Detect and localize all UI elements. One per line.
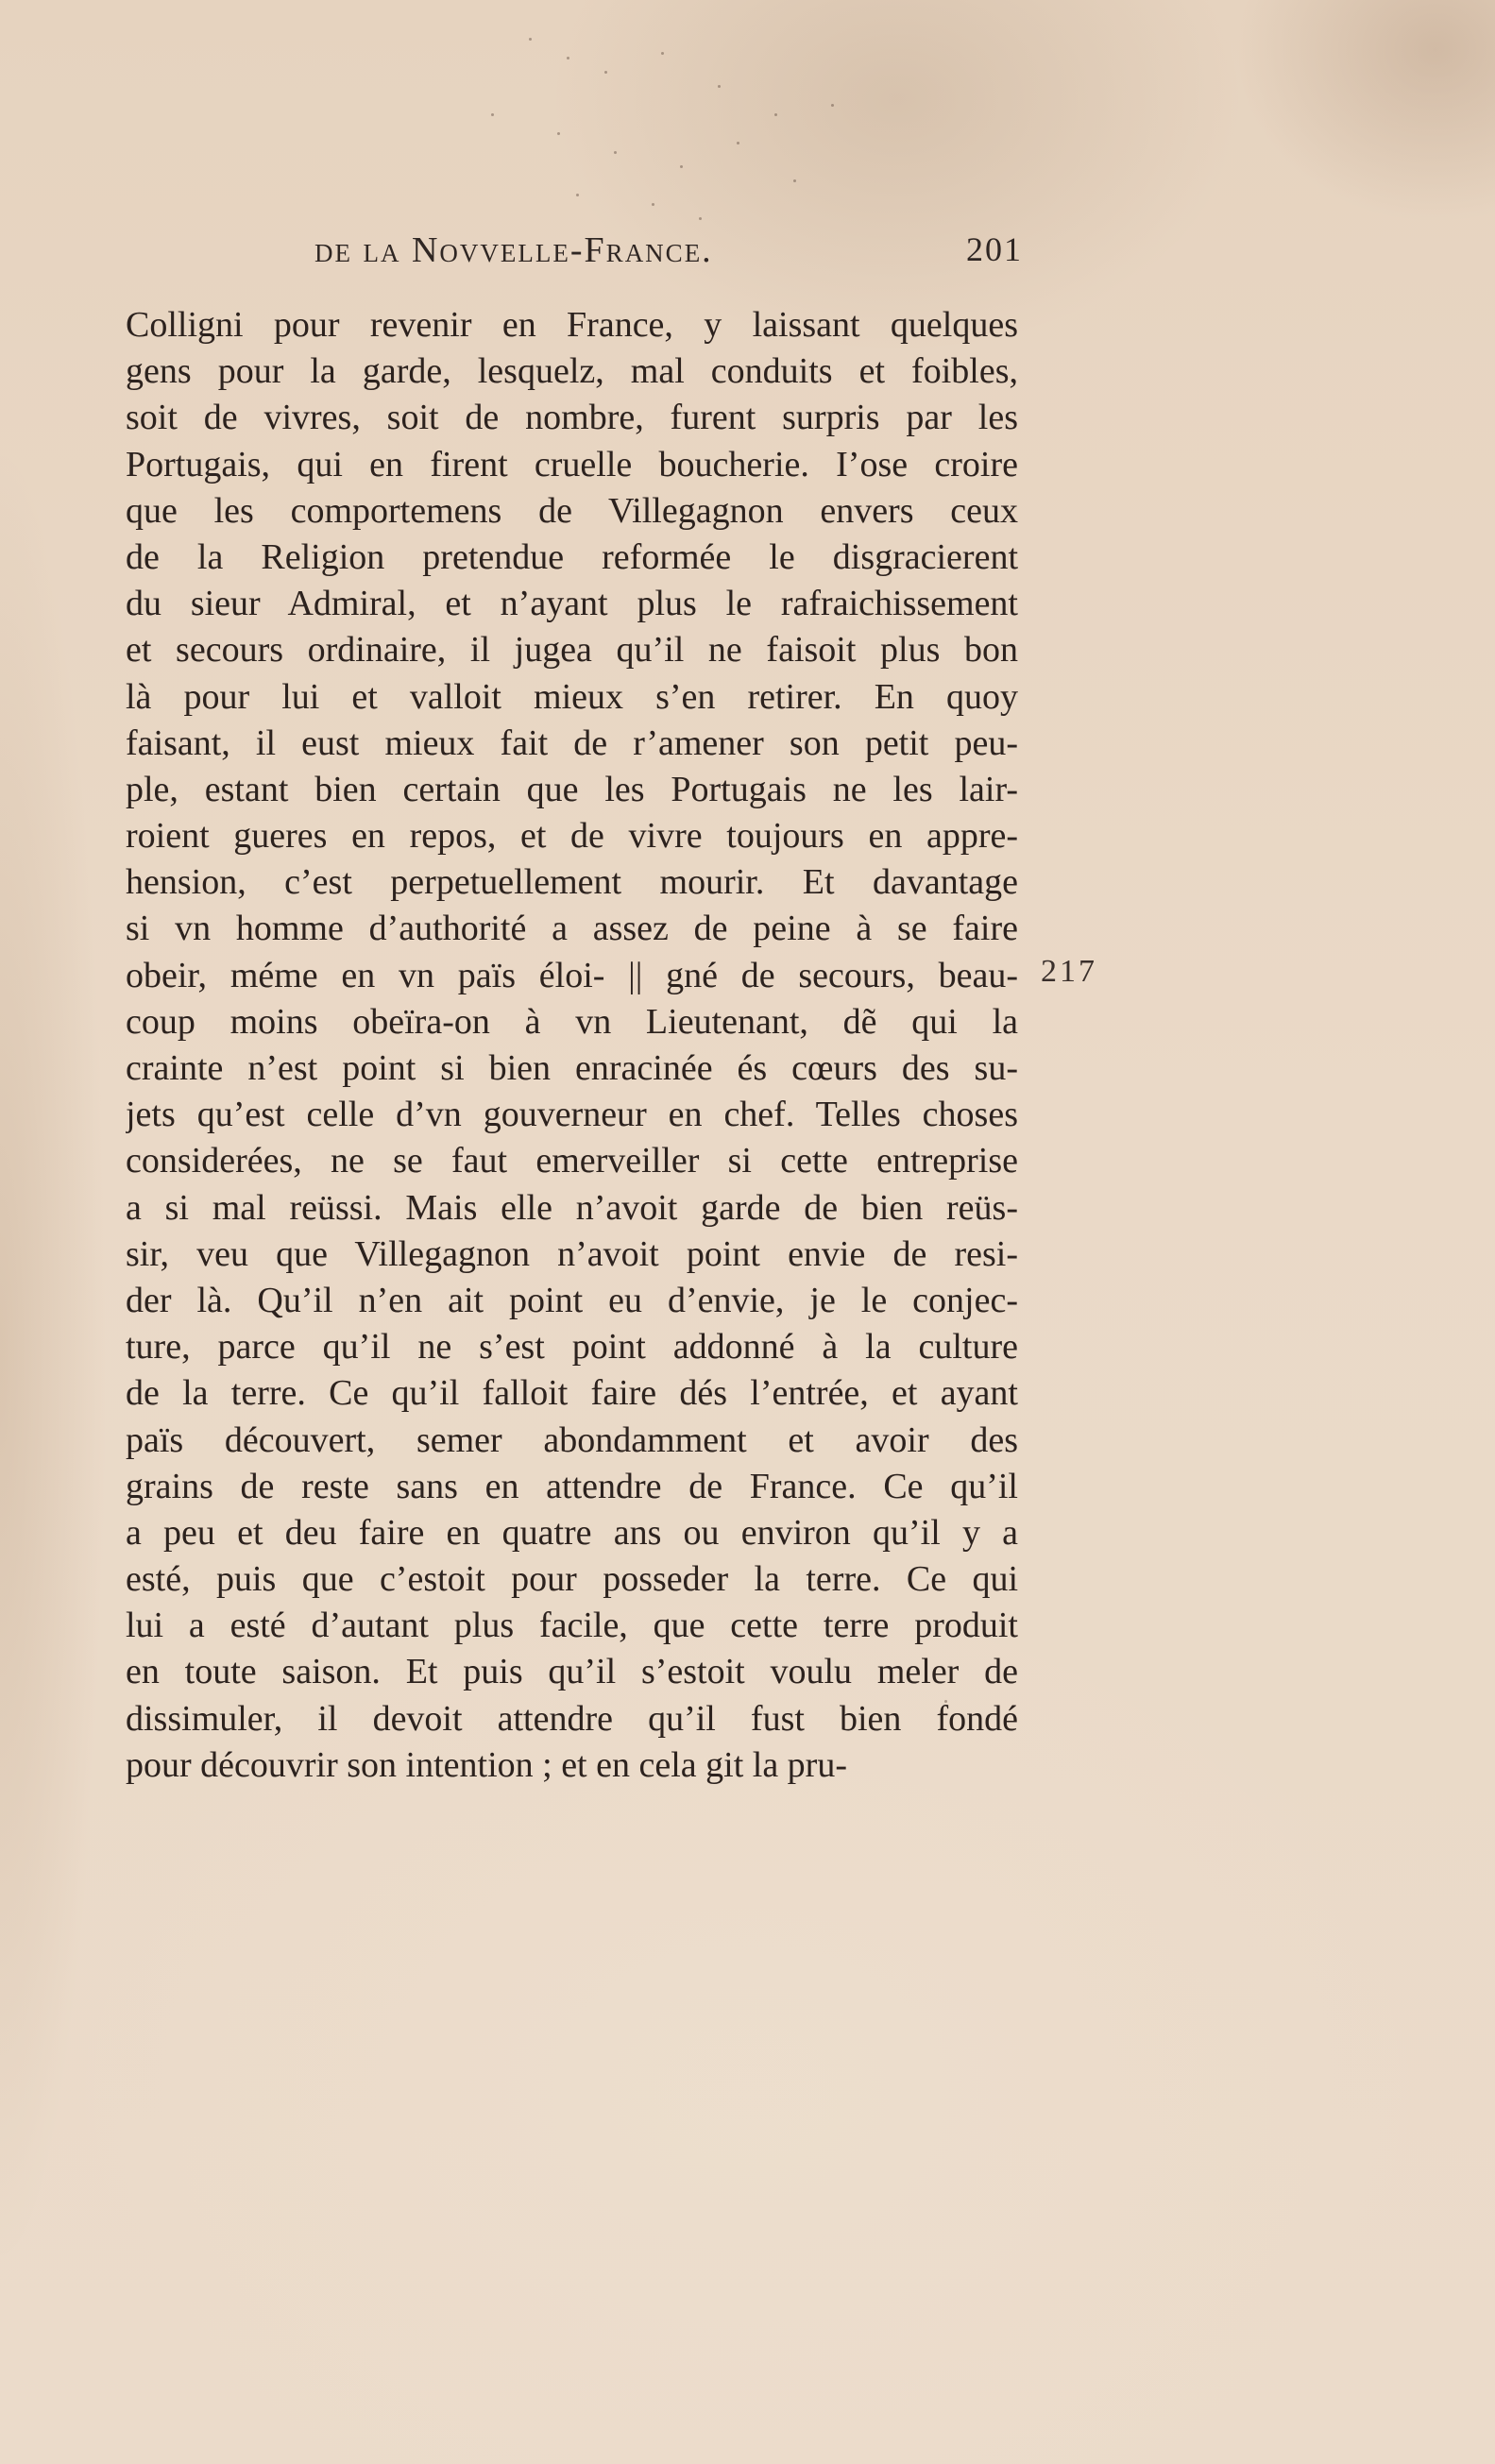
text-line: si vn homme d’authorité a assez de peine à se faire bbox=[126, 909, 1018, 949]
text-line: crainte n’est point si bien enracinée és cœurs des su- bbox=[126, 1048, 1018, 1088]
paper-speck bbox=[944, 1700, 947, 1703]
text-line: a peu et deu faire en quatre ans ou environ qu’il y a bbox=[126, 1512, 1018, 1553]
text-line: ture, parce qu’il ne s’est point addonné à la culture bbox=[126, 1327, 1018, 1368]
text-line: jets qu’est celle d’vn gouverneur en chef. Telles choses bbox=[126, 1095, 1018, 1135]
text-line: de la Religion pretendue reformée le disgracierent bbox=[126, 536, 1018, 577]
text-line: roient gueres en repos, et de vivre toujours en appre- bbox=[126, 816, 1018, 857]
paper-speck bbox=[529, 38, 532, 41]
text-line: lui a esté d’autant plus facile, que cette terre produit bbox=[126, 1606, 1018, 1646]
paper-speck bbox=[661, 52, 664, 55]
body-text bbox=[126, 302, 1018, 1789]
text-line: obeir, méme en vn païs éloi- || gné de secours, beau- bbox=[126, 955, 1018, 995]
text-line: Portugais, qui en firent cruelle boucherie. I’ose croire bbox=[126, 444, 1018, 484]
text-line: considerées, ne se faut emerveiller si cette entreprise bbox=[126, 1141, 1018, 1181]
text-line: gens pour la garde, lesquelz, mal conduits et foibles, bbox=[126, 351, 1018, 392]
text-line: sir, veu que Villegagnon n’avoit point envie de resi- bbox=[126, 1233, 1018, 1274]
paper-speck bbox=[793, 179, 796, 182]
text-line: soit de vivres, soit de nombre, furent surpris par les bbox=[126, 398, 1018, 438]
text-line: esté, puis que c’estoit pour posseder la terre. Ce qui bbox=[126, 1559, 1018, 1600]
text-line: dissimuler, il devoit attendre qu’il fust bien fondé bbox=[126, 1698, 1018, 1739]
paper-speck bbox=[652, 203, 654, 206]
running-title: de la Novvelle-France. bbox=[314, 230, 713, 270]
text-line: der là. Qu’il n’en ait point eu d’envie, je le conjec- bbox=[126, 1280, 1018, 1320]
paper-speck bbox=[718, 85, 721, 88]
paper-speck bbox=[604, 71, 607, 74]
text-line: pour découvrir son intention ; et en cela git la pru- bbox=[126, 1744, 847, 1785]
paper-speck bbox=[699, 217, 702, 220]
text-line: a si mal reüssi. Mais elle n’avoit garde de bien reüs- bbox=[126, 1187, 1018, 1228]
paper-speck bbox=[614, 151, 617, 154]
text-line: que les comportemens de Villegagnon envers ceux bbox=[126, 490, 1018, 531]
text-line: du sieur Admiral, et n’ayant plus le rafraichissement bbox=[126, 584, 1018, 624]
paper-speck bbox=[557, 132, 560, 135]
text-line: là pour lui et valloit mieux s’en retirer. En quoy bbox=[126, 676, 1018, 717]
text-line: et secours ordinaire, il jugea qu’il ne faisoit plus bon bbox=[126, 630, 1018, 671]
running-head bbox=[314, 229, 1023, 273]
text-line: païs découvert, semer abondamment et avoir des bbox=[126, 1419, 1018, 1460]
paper-speck bbox=[831, 104, 834, 107]
text-line: faisant, il eust mieux fait de r’amener son petit peu- bbox=[126, 722, 1018, 763]
text-line: ple, estant bien certain que les Portugais ne les lair- bbox=[126, 769, 1018, 809]
text-line: en toute saison. Et puis qu’il s’estoit voulu meler de bbox=[126, 1652, 1018, 1692]
text-line: coup moins obeïra-on à vn Lieutenant, dẽ qui la bbox=[126, 1001, 1018, 1042]
paper-speck bbox=[737, 142, 739, 144]
text-line: de la terre. Ce qu’il falloit faire dés l’entrée, et ayant bbox=[126, 1373, 1018, 1414]
text-line: grains de reste sans en attendre de France. Ce qu’il bbox=[126, 1466, 1018, 1506]
page-number: 201 bbox=[966, 230, 1023, 268]
paper-speck bbox=[491, 113, 494, 116]
paper-speck bbox=[567, 57, 569, 59]
margin-page-reference: 217 bbox=[1041, 954, 1097, 989]
text-line: Colligni pour revenir en France, y laissant quelques bbox=[126, 305, 1018, 345]
paper-speck bbox=[774, 113, 777, 116]
text-line: hension, c’est perpetuellement mourir. Et davantage bbox=[126, 862, 1018, 903]
paper-speck bbox=[576, 194, 579, 196]
paper-speck bbox=[680, 165, 683, 168]
